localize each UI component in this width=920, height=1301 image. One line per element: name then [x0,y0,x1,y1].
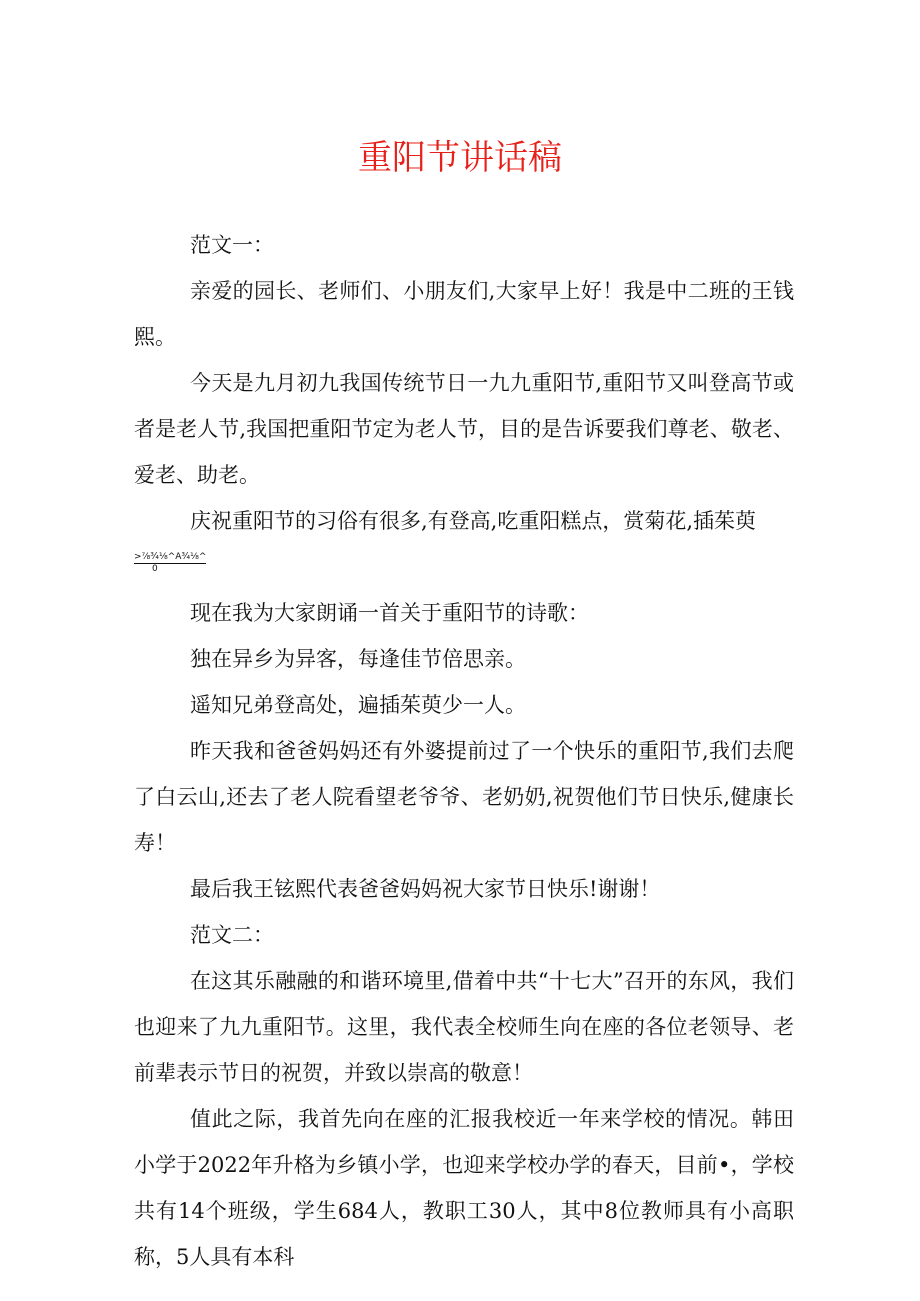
poem-line: 遥知兄弟登高处，遍插茱萸少一人。 [190,693,526,717]
poem-line: 独在异乡为异客，每逢佳节倍思亲。 [190,647,526,671]
paragraph: 现在我为大家朗诵一首关于重阳节的诗歌： [190,601,589,625]
paragraph: 在这其乐融融的和谐环境里,借着中共“十七大”召开的东风，我们也迎来了九九重阳节。这里，我代表全校师生向在座的各位老领导、老前辈表示节日的祝贺，并致以崇高的敬意！ [134,969,794,1085]
garbled-text-bottom: 0 [152,564,158,574]
paragraph: 昨天我和爸爸妈妈还有外婆提前过了一个快乐的重阳节,我们去爬了白云山,还去了老人院看望老爷爷、老奶奶,祝贺他们节日快乐,健康长寿！ [134,739,794,855]
paragraph: 庆祝重阳节的习俗有很多,有登高,吃重阳糕点，赏菊花,插茱萸 [190,509,757,533]
document-body [134,222,794,1280]
paragraph: 范文一： [190,233,274,257]
paragraph: 今天是九月初九我国传统节日一九九重阳节,重阳节又叫登高节或者是老人节,我国把重阳节定为老人节，目的是告诉要我们尊老、敬老、爱老、助老。 [134,371,794,487]
paragraph: 亲爱的园长、老师们、小朋友们,大家早上好！我是中二班的王钱熙。 [134,279,794,349]
garbled-formula [134,544,794,590]
paragraph: 值此之际，我首先向在座的汇报我校近一年来学校的情况。韩田小学于2022年升格为乡镇小学，也迎来学校办学的春天，目前•，学校共有14个班级，学生684人，教职工30人，其中8位教师具有小高职称，5人具有本科 [134,1107,794,1269]
paragraph: 最后我王铉熙代表爸爸妈妈祝大家节日快乐!谢谢！ [190,877,661,901]
document-title: 重阳节讲话稿 [358,138,562,178]
section-heading: 范文二： [190,923,274,947]
garbled-text-top: >⅞¾⅛^A¾⅛^ [134,552,207,562]
